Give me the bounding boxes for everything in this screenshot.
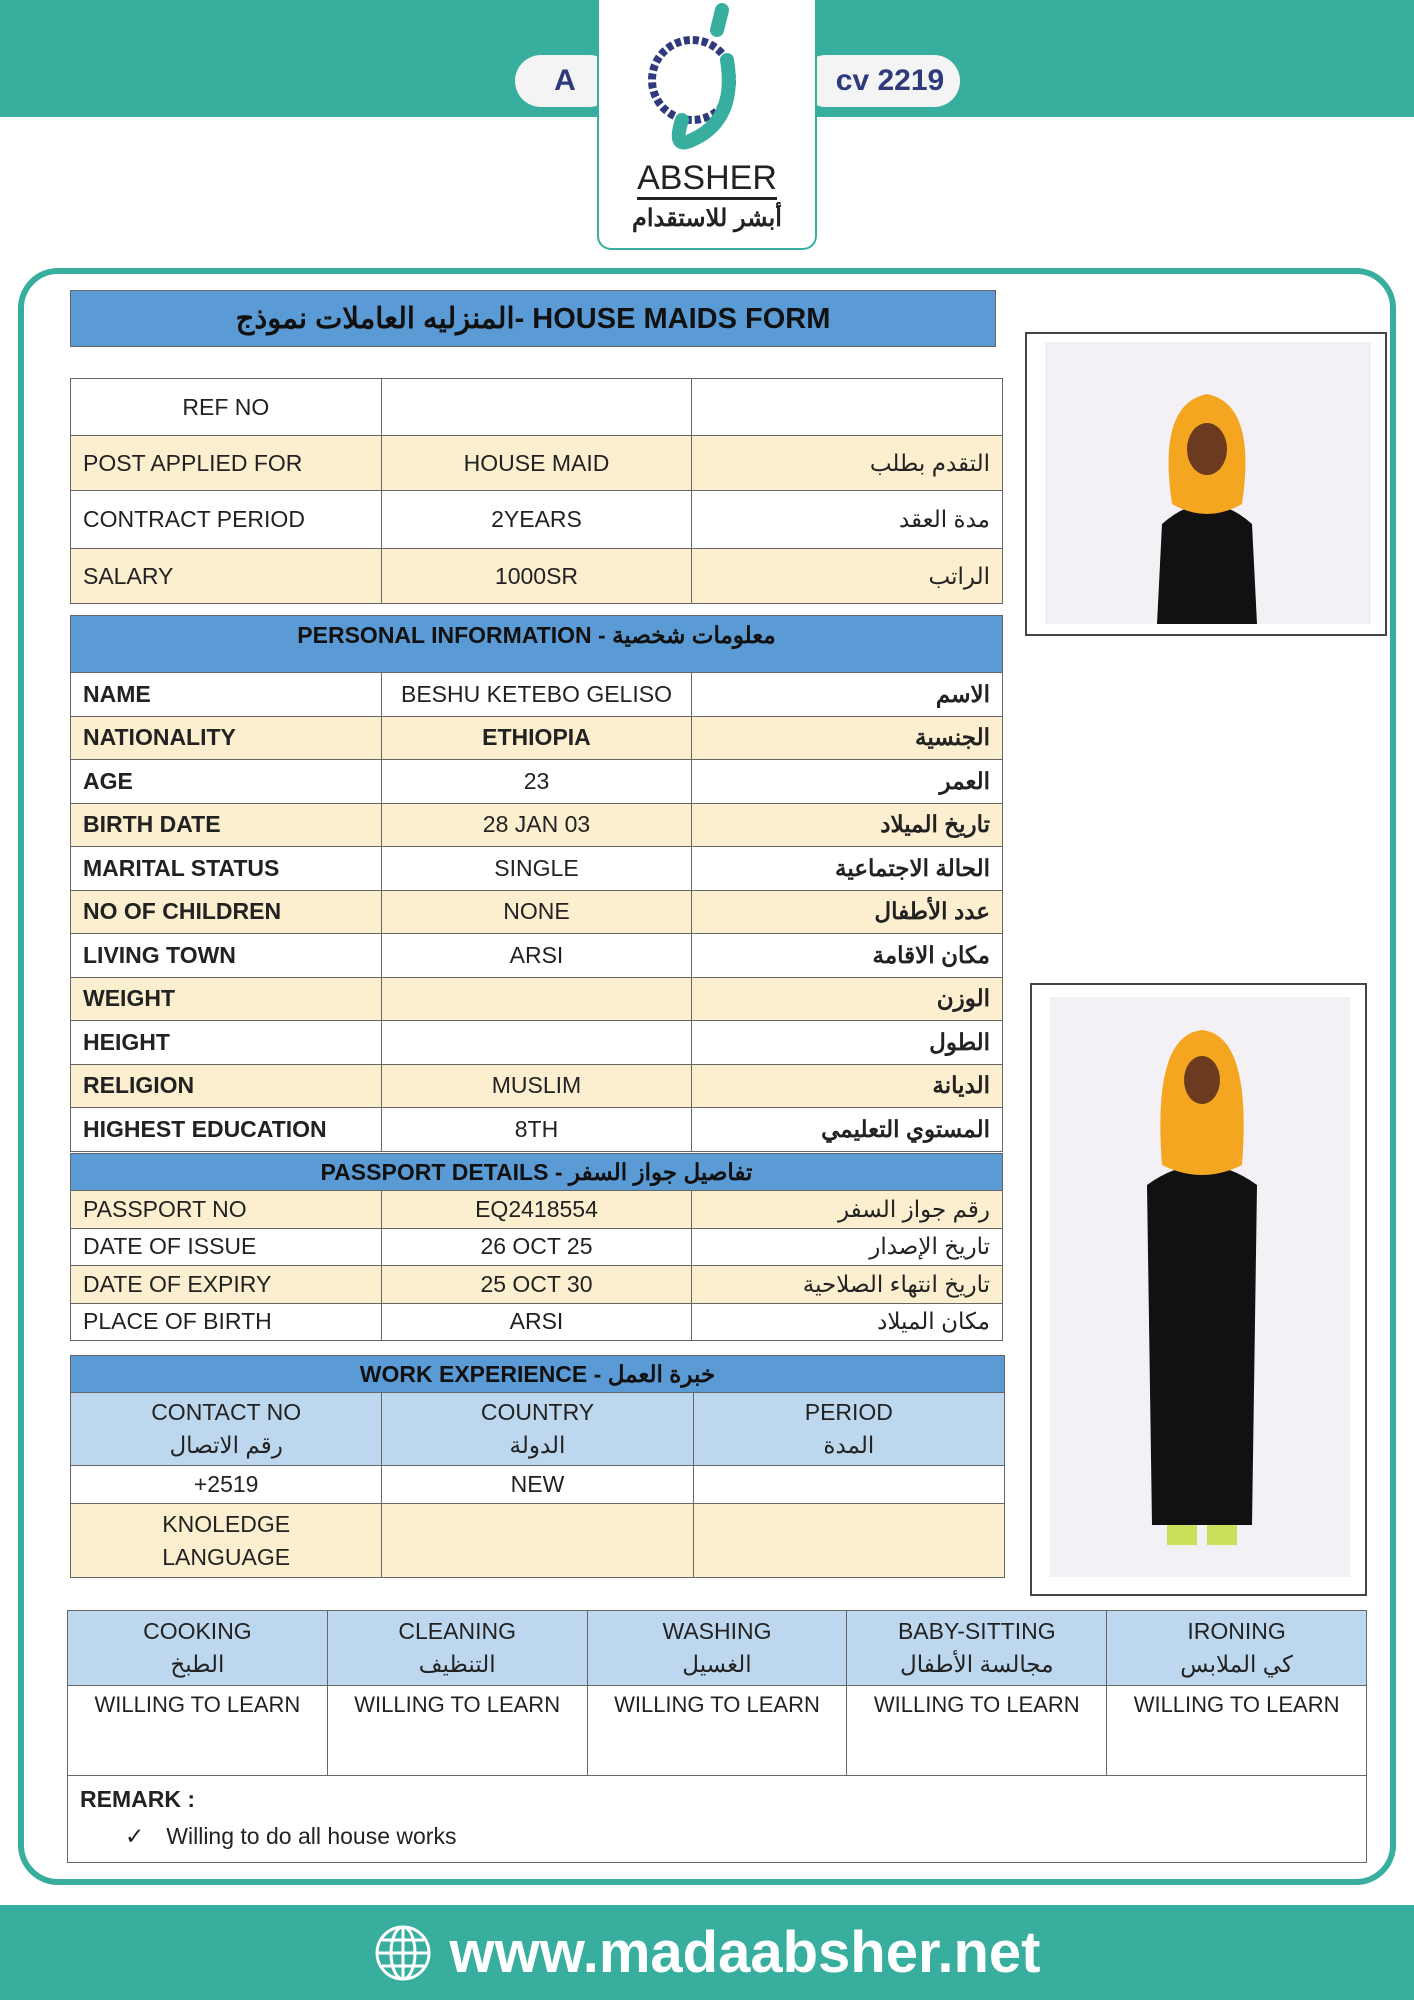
field-label: REF NO: [71, 379, 382, 436]
field-label: HIGHEST EDUCATION: [71, 1108, 382, 1152]
person-full-icon: [1122, 1015, 1282, 1575]
table-row: [71, 1504, 1005, 1578]
field-value: 1000SR: [381, 549, 692, 604]
field-label: LIVING TOWN: [71, 934, 382, 978]
skill-header: [847, 1611, 1107, 1686]
field-value: ARSI: [381, 934, 692, 978]
field-label-ar: رقم جواز السفر: [692, 1191, 1003, 1229]
work-experience-table: [70, 1355, 1005, 1578]
website-link[interactable]: www.madaabsher.net: [449, 1920, 1041, 1985]
table-row: [71, 1191, 1003, 1229]
skill-name-ar: كي الملابس: [1180, 1651, 1293, 1677]
personal-info-table: [70, 615, 1003, 1152]
field-label: BIRTH DATE: [71, 803, 382, 847]
field-value: [381, 379, 692, 436]
passport-table: [70, 1153, 1003, 1341]
skill-level: WILLING TO LEARN: [1107, 1686, 1367, 1776]
field-label-ar: الطول: [692, 1021, 1003, 1065]
skill-name-ar: مجالسة الأطفال: [899, 1651, 1054, 1677]
skill-level: WILLING TO LEARN: [327, 1686, 587, 1776]
table-row: [71, 1228, 1003, 1266]
field-label: NO OF CHILDREN: [71, 890, 382, 934]
field-label: AGE: [71, 760, 382, 804]
table-row: [71, 1303, 1003, 1341]
field-label: MARITAL STATUS: [71, 847, 382, 891]
field-label-ar: الجنسية: [692, 716, 1003, 760]
field-label-ar: الديانة: [692, 1064, 1003, 1108]
skill-name: COOKING: [143, 1618, 252, 1644]
skill-header: [68, 1611, 328, 1686]
table-row: [71, 716, 1003, 760]
field-label: PASSPORT NO: [71, 1191, 382, 1229]
table-row: [71, 1154, 1003, 1191]
form-title: المنزليه العاملات نموذج- HOUSE MAIDS FORM: [70, 290, 996, 347]
column-header: [71, 1393, 382, 1466]
table-row: [68, 1776, 1367, 1863]
logo-text-ar: أبشر للاستقدام: [632, 205, 782, 233]
logo-text-en: ABSHER: [637, 160, 777, 200]
section-header-personal: PERSONAL INFORMATION - معلومات شخصية: [71, 616, 1003, 673]
field-label: WEIGHT: [71, 977, 382, 1021]
table-row: [68, 1611, 1367, 1686]
field-label-ar: الراتب: [692, 549, 1003, 604]
language-label: LANGUAGE: [162, 1543, 291, 1570]
footer-banner: [0, 1905, 1414, 2000]
skill-name: CLEANING: [398, 1618, 516, 1644]
field-value: ETHIOPIA: [381, 716, 692, 760]
skill-level: WILLING TO LEARN: [68, 1686, 328, 1776]
remark-text: Willing to do all house works: [166, 1823, 457, 1849]
field-value: [381, 1021, 692, 1065]
field-label-ar: الحالة الاجتماعية: [692, 847, 1003, 891]
table-row: [71, 549, 1003, 604]
field-value: MUSLIM: [381, 1064, 692, 1108]
skill-level: WILLING TO LEARN: [587, 1686, 847, 1776]
table-row: [71, 803, 1003, 847]
table-row: [71, 1356, 1005, 1393]
field-label-ar: المستوي التعليمي: [692, 1108, 1003, 1152]
code-text: A: [554, 64, 576, 97]
skill-header: [1107, 1611, 1367, 1686]
field-label-ar: العمر: [692, 760, 1003, 804]
check-icon: ✓: [125, 1823, 145, 1849]
table-row: [71, 977, 1003, 1021]
portrait-photo: [1025, 332, 1387, 636]
table-row: [71, 616, 1003, 673]
field-value: HOUSE MAID: [381, 436, 692, 491]
table-row: [71, 1108, 1003, 1152]
field-value: 25 OCT 30: [381, 1266, 692, 1304]
skill-name-ar: التنظيف: [418, 1651, 496, 1677]
field-value: SINGLE: [381, 847, 692, 891]
knowledge-language-label: [71, 1504, 382, 1578]
section-header-work: WORK EXPERIENCE - خبرة العمل: [71, 1356, 1005, 1393]
table-row: [71, 1021, 1003, 1065]
field-label: DATE OF EXPIRY: [71, 1266, 382, 1304]
skills-table: [67, 1610, 1367, 1863]
globe-calligraphy-icon: [632, 0, 782, 160]
cv-number: cv 2219: [835, 64, 945, 97]
field-value: ARSI: [381, 1303, 692, 1341]
field-label-ar: عدد الأطفال: [692, 890, 1003, 934]
column-header-ar: الدولة: [509, 1432, 566, 1458]
field-label: POST APPLIED FOR: [71, 436, 382, 491]
field-value: 8TH: [381, 1108, 692, 1152]
field-value: 28 JAN 03: [381, 803, 692, 847]
table-row: [71, 1266, 1003, 1304]
field-value: 2YEARS: [381, 491, 692, 549]
field-label-ar: التقدم بطلب: [692, 436, 1003, 491]
column-header-en: CONTACT NO: [151, 1399, 302, 1425]
skill-name-ar: الغسيل: [682, 1651, 752, 1677]
field-label: PLACE OF BIRTH: [71, 1303, 382, 1341]
skill-header: [587, 1611, 847, 1686]
field-value: NONE: [381, 890, 692, 934]
skill-level: WILLING TO LEARN: [847, 1686, 1107, 1776]
table-row: [71, 847, 1003, 891]
column-header-en: PERIOD: [804, 1399, 893, 1425]
work-cell: [693, 1466, 1004, 1504]
field-value: [381, 977, 692, 1021]
cv-badge: [800, 55, 960, 107]
table-row: [71, 1466, 1005, 1504]
skill-name-ar: الطبخ: [170, 1651, 225, 1677]
table-row: [71, 1393, 1005, 1466]
field-label: SALARY: [71, 549, 382, 604]
field-label-ar: الوزن: [692, 977, 1003, 1021]
person-portrait-icon: [1127, 364, 1287, 624]
table-row: [71, 436, 1003, 491]
table-row: [71, 673, 1003, 717]
skill-name: IRONING: [1187, 1618, 1286, 1644]
remark-item: [125, 1823, 1354, 1850]
skill-name: BABY-SITTING: [897, 1618, 1056, 1644]
field-label: RELIGION: [71, 1064, 382, 1108]
field-label-ar: تاريخ الإصدار: [692, 1228, 1003, 1266]
field-label: NAME: [71, 673, 382, 717]
table-row: [71, 491, 1003, 549]
table-row: [71, 1064, 1003, 1108]
field-label: CONTRACT PERIOD: [71, 491, 382, 549]
field-label-ar: تاريخ الميلاد: [692, 803, 1003, 847]
section-header-passport: PASSPORT DETAILS - تفاصيل جواز السفر: [71, 1154, 1003, 1191]
work-cell: +2519: [71, 1466, 382, 1504]
table-row: [68, 1686, 1367, 1776]
field-value: BESHU KETEBO GELISO: [381, 673, 692, 717]
work-cell: NEW: [382, 1466, 693, 1504]
column-header-ar: رقم الاتصال: [169, 1432, 283, 1458]
field-value: 23: [381, 760, 692, 804]
knowledge-label: KNOLEDGE: [162, 1510, 291, 1537]
field-label-ar: [692, 379, 1003, 436]
remark-label: REMARK :: [80, 1786, 195, 1812]
column-header-ar: المدة: [823, 1432, 875, 1458]
absher-logo: [597, 0, 817, 250]
skill-name: WASHING: [662, 1618, 772, 1644]
field-label-ar: مدة العقد: [692, 491, 1003, 549]
field-label: NATIONALITY: [71, 716, 382, 760]
column-header: [382, 1393, 693, 1466]
work-cell: [382, 1504, 693, 1578]
table-row: [71, 934, 1003, 978]
remark-box: [68, 1776, 1367, 1863]
column-header-en: COUNTRY: [480, 1399, 595, 1425]
column-header: [693, 1393, 1004, 1466]
table-row: [71, 760, 1003, 804]
work-cell: [693, 1504, 1004, 1578]
globe-icon: [374, 1924, 432, 1982]
full-body-photo: [1030, 983, 1367, 1596]
field-value: 26 OCT 25: [381, 1228, 692, 1266]
field-label: DATE OF ISSUE: [71, 1228, 382, 1266]
table-row: [71, 379, 1003, 436]
job-table: [70, 378, 1003, 604]
field-label: HEIGHT: [71, 1021, 382, 1065]
field-label-ar: تاريخ انتهاء الصلاحية: [692, 1266, 1003, 1304]
field-label-ar: مكان الاقامة: [692, 934, 1003, 978]
table-row: [71, 890, 1003, 934]
field-label-ar: الاسم: [692, 673, 1003, 717]
skill-header: [327, 1611, 587, 1686]
field-label-ar: مكان الميلاد: [692, 1303, 1003, 1341]
field-value: EQ2418554: [381, 1191, 692, 1229]
